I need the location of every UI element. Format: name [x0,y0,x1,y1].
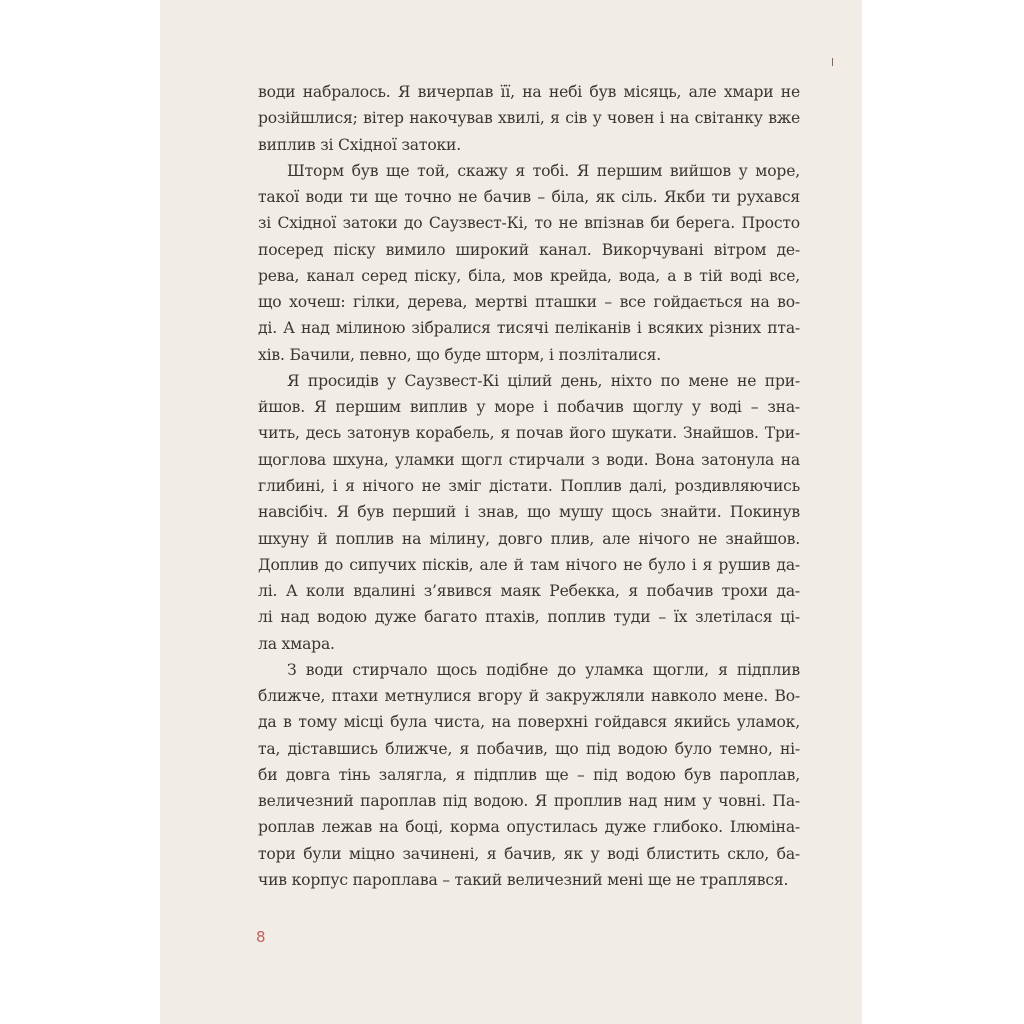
text-line: Шторм був ще той, скажу я тобі. Я першим вийшов у море, [287,161,800,180]
text-line: тори були міцно зачинені, я бачив, як у воді блистить скло, ба- [258,844,800,863]
text-line: глибині, і я нічого не зміг дістати. Поплив далі, роздивляючись [258,476,800,495]
text-line: що хочеш: гілки, дерева, мертві пташки – все гойдається на во- [258,293,800,312]
text-line: З води стирчало щось подібне до уламка щогли, я підплив [287,660,800,679]
text-line: лі над водою дуже багато птахів, поплив туди – їх злетілася ці- [258,608,800,627]
paragraph [258,368,800,657]
text-line: шхуну й поплив на мілину, довго плив, але нічого не знайшов. [258,529,800,548]
text-line: посеред піску вимило широкий канал. Викорчувані вітром де- [258,240,800,259]
text-line: чить, десь затонув корабель, я почав його шукати. Знайшов. Три- [258,424,800,443]
paragraph [258,657,800,893]
text-line: виплив зі Східної затоки. [258,135,462,154]
text-line: величезний пароплав під водою. Я проплив над ним у човні. Па- [258,792,800,811]
text-line: да в тому місці була чиста, на поверхні гойдався якийсь уламок, [258,713,800,732]
text-line: роплав лежав на боці, корма опустилась дуже глибоко. Ілюміна- [258,818,800,837]
text-line: йшов. Я першим виплив у море і побачив щоглу у воді – зна- [258,398,800,417]
text-line: Доплив до сипучих пісків, але й там нічого не було і я рушив да- [258,555,800,574]
scan-mark [832,58,833,66]
page-number: 8 [256,928,266,946]
text-line: навсібіч. Я був перший і знав, що мушу щось знайти. Покинув [258,503,800,522]
text-line: розійшлися; вітер накочував хвилі, я сів у човен і на світанку вже [258,109,800,128]
text-line: ла хмара. [258,634,335,653]
text-line: води набралось. Я вичерпав її, на небі був місяць, але хмари не [258,83,800,101]
paragraph [258,158,800,368]
text-line: хів. Бачили, певно, що буде шторм, і позліталися. [258,345,662,364]
body-text [258,79,800,893]
text-line: щоглова шхуна, уламки щогл стирчали з води. Вона затонула на [258,450,800,469]
text-line: рева, канал серед піску, біла, мов крейда, вода, а в тій воді все, [258,266,800,285]
text-line: та, діставшись ближче, я побачив, що під водою було темно, ні- [258,739,800,758]
text-line: ді. А над мілиною зібралися тисячі пеліканів і всяких різних пта- [258,319,800,338]
text-line: Я просидів у Саузвест-Кі цілий день, ніхто по мене не при- [287,371,800,390]
text-line: лі. А коли вдалині з’явився маяк Ребекка, я побачив трохи да- [258,582,800,601]
text-line: зі Східної затоки до Саузвест-Кі, то не впізнав би берега. Просто [258,214,800,233]
paragraph [258,79,800,158]
text-line: би довга тінь залягла, я підплив ще – під водою був пароплав, [258,765,800,784]
text-line: такої води ти ще точно не бачив – біла, як сіль. Якби ти рухався [258,188,800,207]
text-line: чив корпус пароплава – такий величезний мені ще не траплявся. [258,870,789,889]
book-page [160,0,862,1024]
text-line: ближче, птахи метнулися вгору й закружляли навколо мене. Во- [258,687,800,706]
